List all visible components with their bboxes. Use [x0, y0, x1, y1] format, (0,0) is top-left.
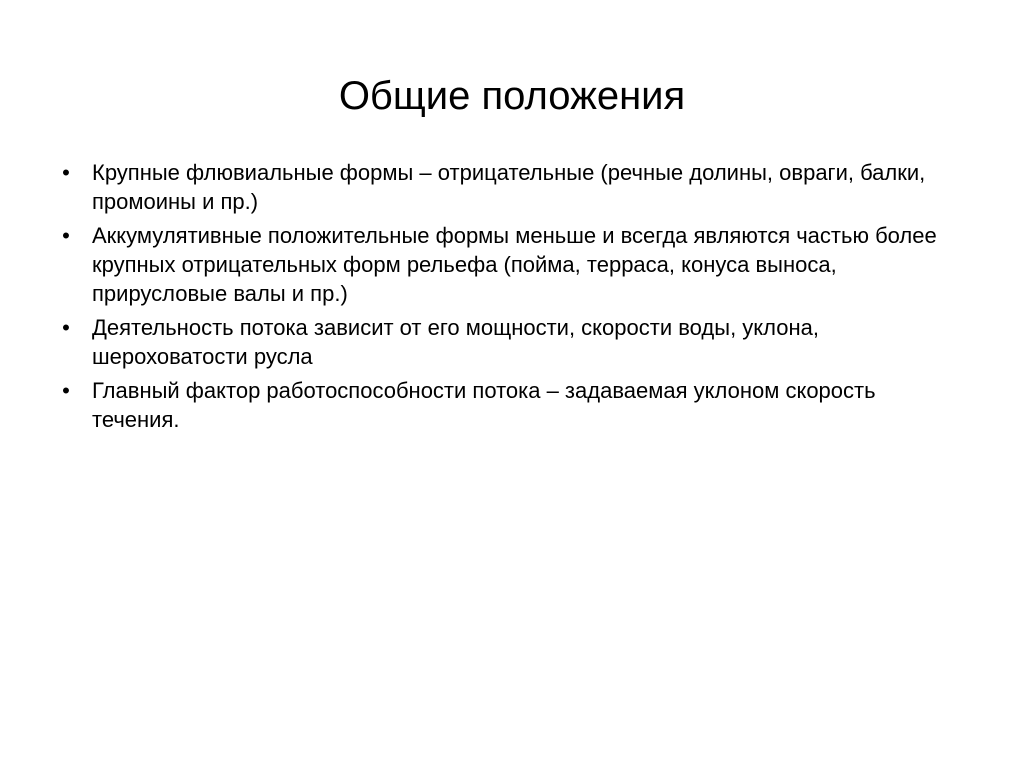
bullet-item: [56, 158, 956, 216]
bullet-text: Деятельность потока зависит от его мощности, скорости воды, уклона, шероховатости русла: [92, 315, 819, 369]
bullet-marker: •: [62, 378, 70, 403]
bullet-text: Крупные флювиальные формы – отрицательные (речные долины, овраги, балки, промоины и пр.): [92, 160, 926, 214]
bullet-marker: •: [62, 160, 70, 185]
bullet-item: [56, 376, 956, 434]
bullet-text: Главный фактор работоспособности потока – задаваемая уклоном скорость течения.: [92, 378, 876, 432]
bullet-marker: •: [62, 223, 70, 248]
bullet-marker: •: [62, 315, 70, 340]
bullet-list: [56, 158, 956, 439]
bullet-item: [56, 313, 956, 371]
bullet-text: Аккумулятивные положительные формы меньше и всегда являются частью более крупных отрицательных форм рельефа (пойма, терраса, конуса выноса, прирусловые валы и пр.): [92, 223, 937, 306]
bullet-item: [56, 221, 956, 308]
slide-title: Общие положения: [338, 74, 686, 118]
